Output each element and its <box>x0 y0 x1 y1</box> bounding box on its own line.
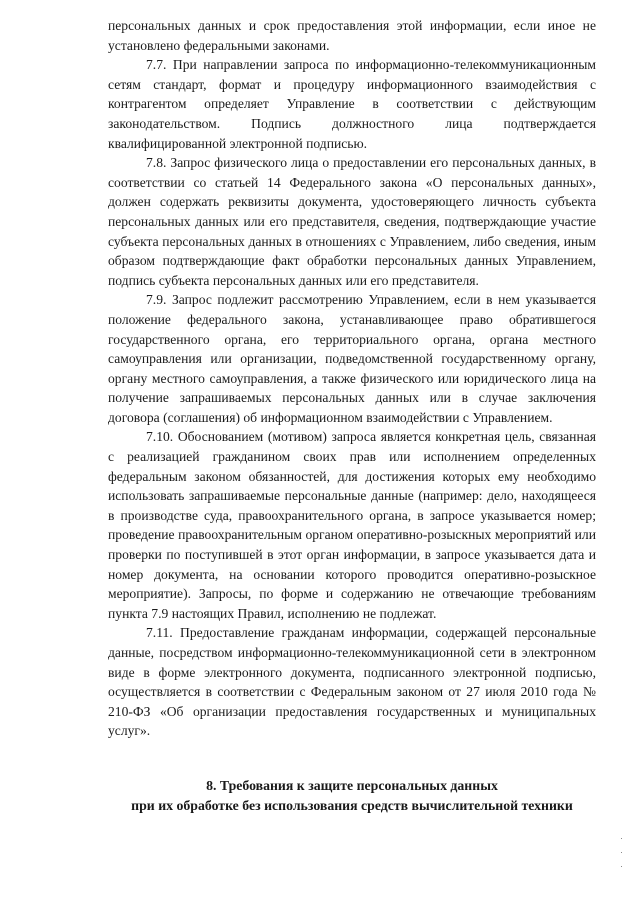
scan-speck <box>621 838 622 839</box>
paragraph-7-7: 7.7. При направлении запроса по информационно-телекоммуникационным сетям стандарт, формат и процедуру информационного взаимодействия с контрагентом определяет Управление в соответствии с действующим законодательством. Подпись должностного лица подтверждается квалифицированной электронной подписью. <box>108 57 596 151</box>
paragraph-7-11: 7.11. Предоставление гражданам информации, содержащей персональные данные, посредством информационно-телекоммуникационной сети в электронном виде в форме электронного документа, подписанного электронной подписью, осуществляется в соответствии с Федеральным законом от 27 июля 2010 года № 210-ФЗ «Об организации предоставления государственных и муниципальных услуг». <box>108 625 596 739</box>
paragraph-7-8: 7.8. Запрос физического лица о предоставлении его персональных данных, в соответствии со статьей 14 Федерального закона «О персональных данных», должен содержать реквизиты документа, удостоверяющего личность субъекта персональных данных или его представителя, сведения, подтверждающие участие субъекта персональных данных в отношениях с Управлением, либо сведения, иным образом подтверждающие факт обработки персональных данных Управлением, подпись субъекта персональных данных или его представителя. <box>108 155 596 288</box>
paragraph-7-9: 7.9. Запрос подлежит рассмотрению Управлением, если в нем указывается положение федерального закона, устанавливающее право обратившегося государственного органа, его территориального органа, органа местного самоуправления или организации, подведомственной государственному органу, органу местного самоуправления, а также физического или юридического лица на получение запрашиваемых персональных данных или в случае заключения договора (соглашения) об информационном взаимодействии с Управлением. <box>108 292 596 425</box>
paragraph-7-10: 7.10. Обоснованием (мотивом) запроса является конкретная цель, связанная с реализацией гражданином своих прав или исполнением определенных федеральным законом обязанностей, для достижения которых ему необходимо использовать запрашиваемые персональные данные (например: дело, находящееся в производстве суда, правоохранительного органа, в запросе указывается номер; проведение правоохранительным органом оперативно-розыскных мероприятий или проверки по поступившей в этот орган информации, в запросе указывается дата и номер документа, на основании которого проводится оперативно-розыскное мероприятие). Запросы, по форме и содержанию не отвечающие требованиям пункта 7.9 настоящих Правил, исполнению не подлежат. <box>108 429 596 621</box>
scan-speck <box>621 866 622 867</box>
section-heading-line-2: при их обработке без использования средств вычислительной техники <box>131 798 573 813</box>
scan-speck <box>621 852 622 853</box>
section-heading-line-1: 8. Требования к защите персональных данных <box>206 778 498 793</box>
paragraph-continuation: персональных данных и срок предоставления этой информации, если иное не установлено федеральными законами. <box>108 18 596 53</box>
section-heading <box>108 776 596 816</box>
document-body <box>108 16 596 741</box>
